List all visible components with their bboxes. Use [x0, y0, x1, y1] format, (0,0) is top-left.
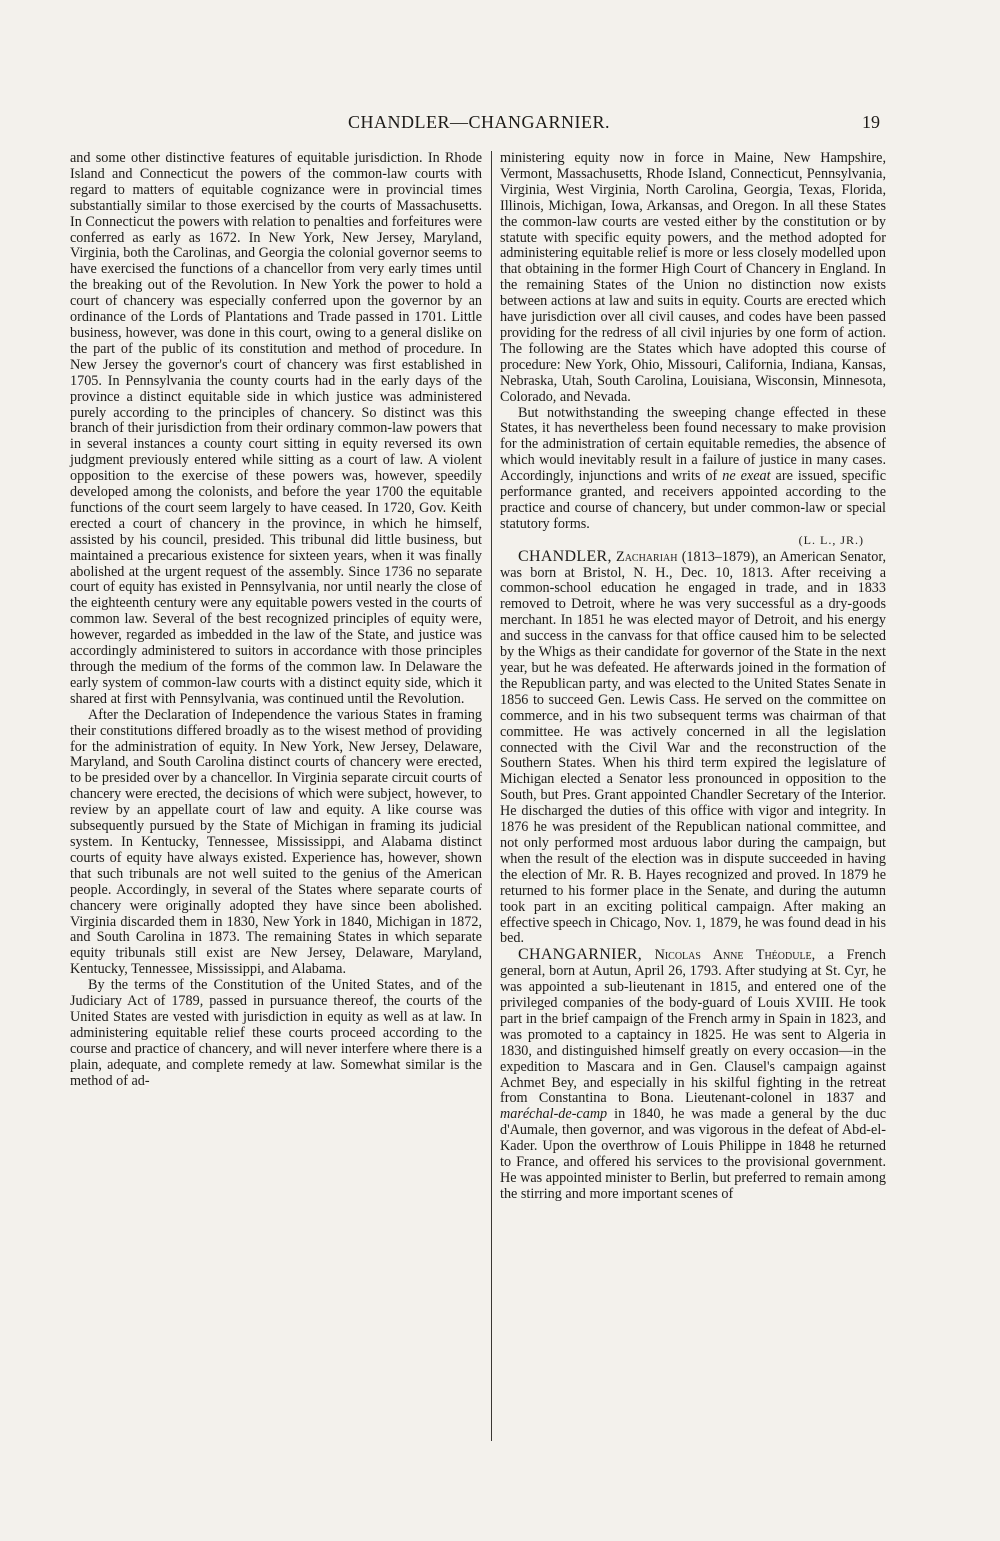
left-column [70, 151, 482, 1089]
entry-given-names: Zachariah [616, 548, 678, 565]
page-number: 19 [862, 112, 880, 132]
entry-text: a French general, born at Autun, April 26, 1793. After studying at St. Cyr, he was appointed a sub-lieutenant in 1815, and entered one of the privileged companies of the body-guard of Louis XVIII. He took part in the brief campaign of the French army in Spain in 1823, and was promoted to a captaincy in 1825. He was sent to Algeria in 1830, and distinguished himself greatly on every occasion—in the expedition to Mascara and in Gen. Clausel's campaign against Achmet Bey, and especially in his skilful fighting in the retreat from Constantina to Bona. Lieutenant-colonel in 1837 and [500, 947, 886, 1107]
page-header [78, 112, 880, 138]
paragraph: and some other distinctive features of equitable jurisdiction. In Rhode Island and Connecticut the powers of the common-law courts with regard to matters of equitable cognizance were in provincial times substantially similar to those exercised by the courts of Massachusetts. In Connecticut the powers with relation to penalties and forfeitures were conferred as early as 1672. In New York, New Jersey, Maryland, Virginia, both the Carolinas, and Georgia the colonial governor seems to have exercised the functions of a chancellor from very early times until the breaking out of the Revolution. In New York the power to hold a court of chancery was especially conferred upon the governor by an ordinance of the Lords of Plantations and Trade passed in 1701. Little business, however, was done in this court, owing to a general dislike on the part of the public of its constitution and method of procedure. In New Jersey the governor's court of chancery was first established in 1705. In Pennsylvania the county courts had in the early days of the province a distinct equitable side in which justice was administered purely according to the principles of chancery. So distinct was this branch of their jurisdiction from their ordinary common-law powers that in several instances a county court sitting in equity reversed its own judgment previously entered while sitting as a court of law. A violent opposition to the exercise of these powers was, however, speedily developed among the colonists, and before the year 1700 the equitable functions of the court seem largely to have ceased. In 1720, Gov. Keith erected a court of chancery in the province, in which he himself, assisted by his council, presided. This tribunal did little business, but maintained a precarious existence for sixteen years, when it was finally abolished at the urgent request of the assembly. Since 1736 no separate court of equity has existed in Pennsylvania, nor until nearly the close of the eighteenth century were any equitable powers vested in the courts of common law. Several of the best recognized principles of equity were, however, regarded as imbedded in the law of the State, and justice was accordingly administered to suitors in accordance with those principles through the medium of the forms of the common law. In Delaware the early system of common-law courts with a distinct equity side, which it shared at first with Pennsylvania, was continued until the Revolution. [70, 150, 482, 707]
paragraph-text: But notwithstanding the sweeping change effected in these States, it has nevertheless been found necessary to make provision for the administration of certain equitable remedies, the absence of which would inevitably result in a failure of justice in many cases. Accordingly, injunctions and writs of [500, 404, 886, 485]
italic-term: ne exeat [722, 468, 771, 485]
entry-text: (1813–1879), an American Senator, was born at Bristol, N. H., Dec. 10, 1813. After receiving a common-school education he engaged in trade, and in 1833 removed to Detroit, where he was very successful as a dry-goods merchant. In 1851 he was elected mayor of Detroit, and his energy and success in the canvass for that office caused him to be selected by the Whigs as their candidate for governor of the State in the next year, but he was defeated. He afterwards joined in the formation of the Republican party, and was elected to the United States Senate in 1856 to succeed Gen. Lewis Cass. He served on the committee on commerce, and in his two subsequent terms was chairman of that committee. He was actively concerned in all the legislation connected with the Civil War and the reconstruction of the Southern States. When his third term expired the legislature of Michigan elected a Senator less pronounced in opposition to the South, but Pres. Grant appointed Chandler Secretary of the Interior. He discharged the duties of this office with vigor and integrity. In 1876 he was president of the Republican national committee, and not only performed most arduous labor during the campaign, but when the result of the election was in dispute succeeded in having the election of Mr. R. B. Hayes recognized and proved. In 1879 he returned to his former place in the Senate, and during the autumn took part in an exciting political campaign. After making an effective speech in Chicago, Nov. 1, 1879, he was found dead in his bed. [500, 548, 887, 947]
paragraph: ministering equity now in force in Maine, New Hampshire, Vermont, Massachusetts, Rhode Island, Connecticut, Pennsylvania, Virginia, West Virginia, North Carolina, Georgia, Texas, Florida, Illinois, Michigan, Iowa, Arkansas, and Oregon. In all these States the common-law courts are vested either by the constitution or by statute with specific equity powers, and the method adopted for administering equitable relief is more or less closely modelled upon that obtaining in the former High Court of Chancery in England. In the remaining States of the Union no distinction now exists between actions at law and suits in equity. Courts are erected which have jurisdiction over all civil causes, and codes have been passed providing for the redress of all civil injuries by one form of action. The following are the States which have adopted this course of procedure: New York, Ohio, Missouri, California, Indiana, Kansas, Nebraska, Utah, South Carolina, Louisiana, Wisconsin, Minnesota, Colorado, and Nevada. [500, 150, 886, 405]
entry-given-names: Nicolas Anne Théodule, [654, 947, 816, 964]
paragraph: By the terms of the Constitution of the United States, and of the Judiciary Act of 1789, passed in pursuance thereof, the courts of the United States are vested with jurisdiction in equity as well as at law. In administering equitable relief these courts proceed according to the course and practice of chancery, and will never interfere where there is a plain, adequate, and complete remedy at law. Somewhat similar is the method of ad- [70, 977, 482, 1089]
entry-surname: CHANDLER, [518, 547, 612, 565]
italic-term: maréchal-de-camp [500, 1106, 608, 1123]
running-head: CHANDLER—CHANGARNIER. [348, 112, 610, 132]
paragraph: After the Declaration of Independence the various States in framing their constitutions differed broadly as to the wisest method of providing for the administration of equity. In New York, New Jersey, Delaware, Maryland, and South Carolina distinct courts of chancery were erected, to be presided over by a chancellor. In Virginia separate circuit courts of chancery were erected, the decisions of which were subject, however, to review by an appellate court of law and equity. A like course was subsequently pursued by the State of Michigan in framing its judicial system. In Kentucky, Tennessee, Mississippi, and Alabama distinct courts of equity have always existed. Experience has, however, shown that such tribunals are not well suited to the genius of the American people. Accordingly, in several of the States where separate courts of chancery were originally adopted they have since been abolished. Virginia discarded them in 1830, New York in 1840, Michigan in 1872, and South Carolina in 1873. The remaining States in which separate equity tribunals still exist are New Jersey, Delaware, Maryland, Kentucky, Tennessee, Mississippi, and Alabama. [70, 706, 482, 978]
author-signature: (L. L., JR.) [798, 532, 864, 547]
column-divider [491, 151, 492, 1441]
entry-surname: CHANGARNIER, [518, 946, 643, 964]
paragraph [500, 406, 886, 533]
entry-changarnier [500, 947, 886, 1203]
entry-text: in 1840, he was made a general by the duc d'Aumale, then governor, and was vigorous in the defeat of Abd-el-Kader. Upon the overthrow of Louis Philippe in 1848 he returned to France, and offered his services to the provisional government. He was appointed minister to Berlin, but preferred to remain among the stirring and more important scenes of [500, 1106, 886, 1202]
right-column [500, 151, 886, 1203]
paragraph-text: are issued, specific performance granted, and receivers appointed according to the practice and course of chancery, but under common-law or special statutory forms. [500, 468, 886, 532]
entry-chandler [500, 549, 886, 948]
